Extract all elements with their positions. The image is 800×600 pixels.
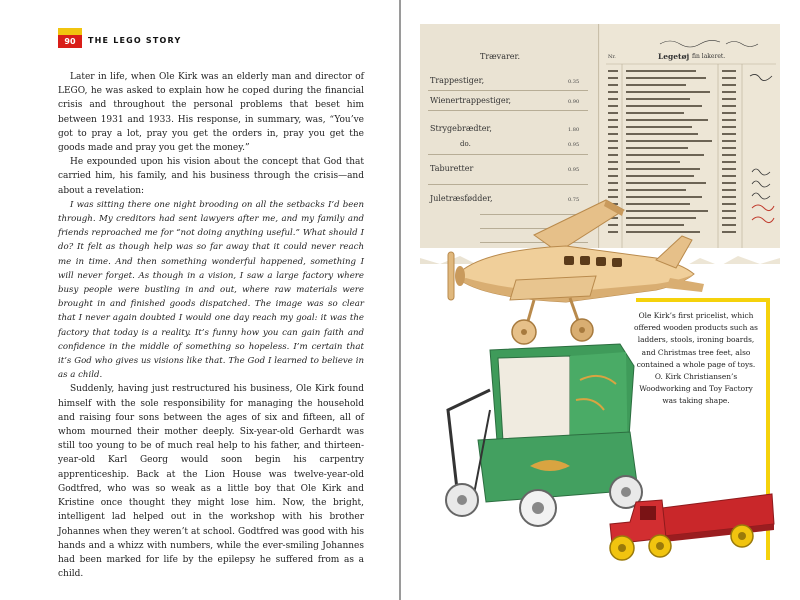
pricelist-price: 1.80 bbox=[568, 127, 580, 133]
pricelist-row: Strygebrædter, bbox=[430, 124, 492, 133]
paragraph-1: Later in life, when Ole Kirk was an elderly man and director of LEGO, he was asked to explain how he coped during the financial crisis and throughout the personal problems that beset him between 1931 and 1933. His response, in summary, was, “You’ve got to pray a lot, pray you get the orders in, pray you get the goods made and pray you get the money.” bbox=[58, 72, 364, 154]
pricelist-price: 0.90 bbox=[568, 99, 580, 105]
folio-yellow-stripe bbox=[58, 28, 82, 35]
pricelist-left-title: Trævarer. bbox=[480, 52, 521, 61]
pricelist-row: Trappestiger, bbox=[430, 76, 485, 85]
pricelist-row: Taburetter bbox=[430, 164, 474, 173]
pricelist-price: 0.75 bbox=[568, 197, 580, 203]
pricelist-price: 0.95 bbox=[568, 142, 580, 148]
pricelist-right-subtitle: fin lakeret. bbox=[692, 53, 726, 60]
pricelist-row: do. bbox=[460, 140, 471, 148]
pricelist-column-header: Nr. bbox=[608, 54, 616, 60]
pricelist-price: 0.95 bbox=[568, 167, 580, 173]
pricelist-row: Juletræsfødder, bbox=[430, 194, 493, 203]
pricelist-price: 0.35 bbox=[568, 79, 580, 85]
pricelist-rule bbox=[428, 154, 588, 155]
pricelist-rule bbox=[428, 90, 588, 91]
wooden-airplane-image bbox=[446, 180, 706, 350]
caption-text: Ole Kirk’s first pricelist, which offered wooden products such as ladders, stools, ironing boards, and Christmas tree feet, also contained a whole page of toys. O. Kirk Christiansen’s Woodworking and Toy Factory was taking shape. bbox=[634, 311, 758, 406]
paragraph-3: Suddenly, having just restructured his business, Ole Kirk found himself with the sole responsibility for managing the household and raising four sons between the ages of six and fifteen, all of whom mourned their mother deeply. Six-year-old Gerhardt was still too young to be of much real help to his father, and thirteen-year-old Karl Georg would soon begin his carpentry apprenticeship. Back at the Lion House was twelve-year-old Godtfred, who was so weak as a little boy that Ole Kirk and Kristine once thought they might lose him. Now, the bright, intelligent lad helped out in the workshop with his brother Johannes when they weren’t at school. Godtfred was good with his hands and a whizz with numbers, while the ever-smiling Johannes had been marked for life by the epilepsy he suffered from as a child. bbox=[58, 384, 364, 580]
pricelist-row: Wienertrappestiger, bbox=[430, 96, 512, 105]
pricelist-right-title: Legetøj bbox=[658, 52, 690, 61]
paragraph-2: He expounded upon his vision about the concept that God that carried him, his family, and his business through the crisis—and about a revelation: bbox=[58, 157, 364, 196]
block-quote: I was sitting there one night brooding on all the setbacks I’d been through. My creditors had sent lawyers after me, and my family and friends reproached me for “not doing anything useful.” What should I do? It felt as though help was so far away that it could never reach me in time. And then something wonderful happened, something I will never forget. As though in a vision, I saw a large factory where busy people were bustling in and out, where raw materials were brought in and finished goods dispatched. The image was so clear that I never again doubted I would one day reach my goal: it was the factory that today is a reality. It’s funny how you can gain faith and confidence in the middle of something so hopeless. I’m certain that it’s God who gives us visions like that. The God I learned to believe in as a child. bbox=[58, 199, 364, 381]
red-truck-image bbox=[600, 486, 780, 566]
running-head: THE LEGO STORY bbox=[88, 36, 182, 45]
page-number: 90 bbox=[58, 35, 82, 48]
folio-badge bbox=[58, 28, 82, 48]
body-text bbox=[58, 70, 364, 581]
pricelist-rule bbox=[428, 110, 588, 111]
